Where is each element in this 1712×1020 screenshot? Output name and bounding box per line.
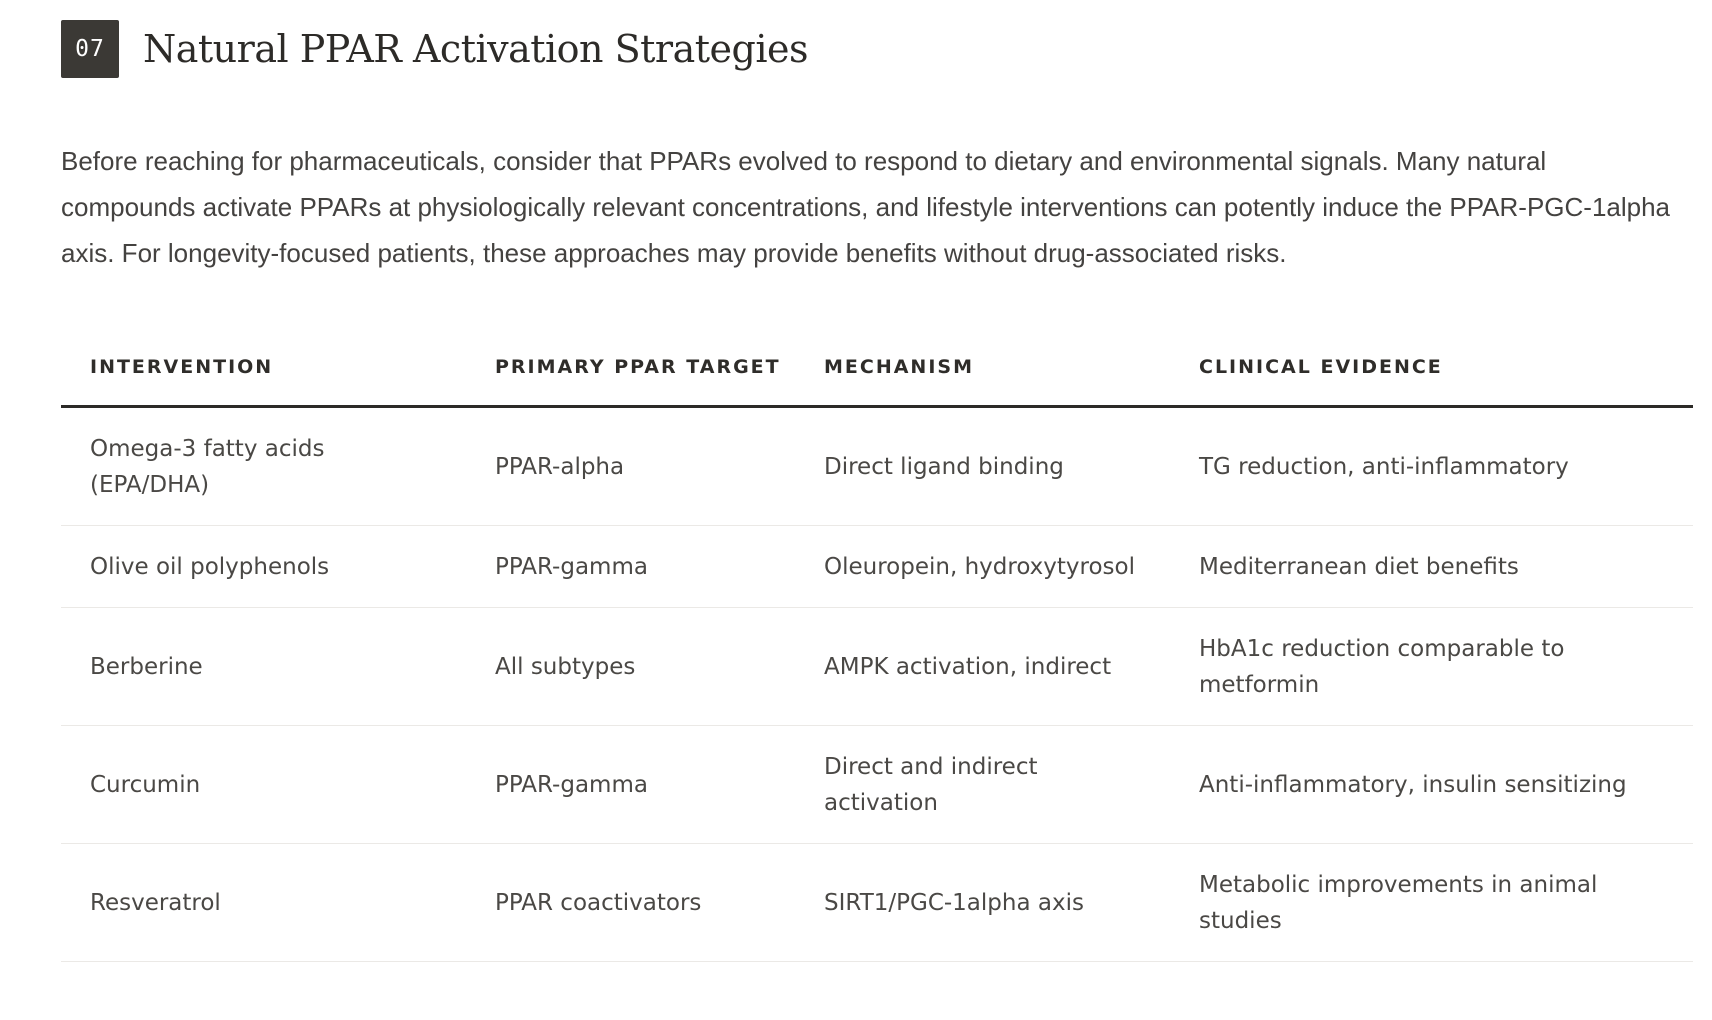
cell-primary-target: PPAR-alpha <box>466 407 795 526</box>
cell-intervention: Berberine <box>61 608 466 726</box>
table-row <box>61 526 1693 608</box>
cell-mechanism: AMPK activation, indirect <box>795 608 1170 726</box>
column-header-mechanism: MECHANISM <box>795 328 1170 407</box>
cell-mechanism: Direct ligand binding <box>795 407 1170 526</box>
cell-mechanism: Oleuropein, hydroxytyrosol <box>795 526 1170 608</box>
cell-clinical-evidence: HbA1c reduction comparable to metformin <box>1170 608 1693 726</box>
section-number-badge: 07 <box>61 20 119 78</box>
cell-mechanism: Direct and indirect activation <box>795 726 1170 844</box>
table-row <box>61 726 1693 844</box>
intervention-table <box>61 328 1693 962</box>
cell-clinical-evidence: Metabolic improvements in animal studies <box>1170 844 1693 962</box>
table-row <box>61 844 1693 962</box>
column-header-primary-ppar-target: PRIMARY PPAR TARGET <box>466 328 795 407</box>
table-header-row <box>61 328 1693 407</box>
cell-clinical-evidence: Mediterranean diet benefits <box>1170 526 1693 608</box>
cell-primary-target: All subtypes <box>466 608 795 726</box>
page <box>61 20 1693 962</box>
section-header <box>61 20 1693 78</box>
cell-primary-target: PPAR coactivators <box>466 844 795 962</box>
cell-intervention: Curcumin <box>61 726 466 844</box>
cell-mechanism: SIRT1/PGC-1alpha axis <box>795 844 1170 962</box>
cell-intervention: Olive oil polyphenols <box>61 526 466 608</box>
column-header-clinical-evidence: CLINICAL EVIDENCE <box>1170 328 1693 407</box>
cell-clinical-evidence: Anti-inflammatory, insulin sensitizing <box>1170 726 1693 844</box>
cell-primary-target: PPAR-gamma <box>466 526 795 608</box>
cell-clinical-evidence: TG reduction, anti-inflammatory <box>1170 407 1693 526</box>
table-row <box>61 608 1693 726</box>
cell-intervention: Omega-3 fatty acids (EPA/DHA) <box>61 407 466 526</box>
cell-intervention: Resveratrol <box>61 844 466 962</box>
intro-paragraph: Before reaching for pharmaceuticals, consider that PPARs evolved to respond to dietary and environmental signals. Many natural compounds activate PPARs at physiologically relevant concentrations, and lifestyle interventions can potently induce the PPAR-PGC-1alpha axis. For longevity-focused patients, these approaches may provide benefits without drug-associated risks. <box>61 146 1671 268</box>
section-title: Natural PPAR Activation Strategies <box>143 27 808 71</box>
table-row <box>61 407 1693 526</box>
cell-primary-target: PPAR-gamma <box>466 726 795 844</box>
column-header-intervention: INTERVENTION <box>61 328 466 407</box>
